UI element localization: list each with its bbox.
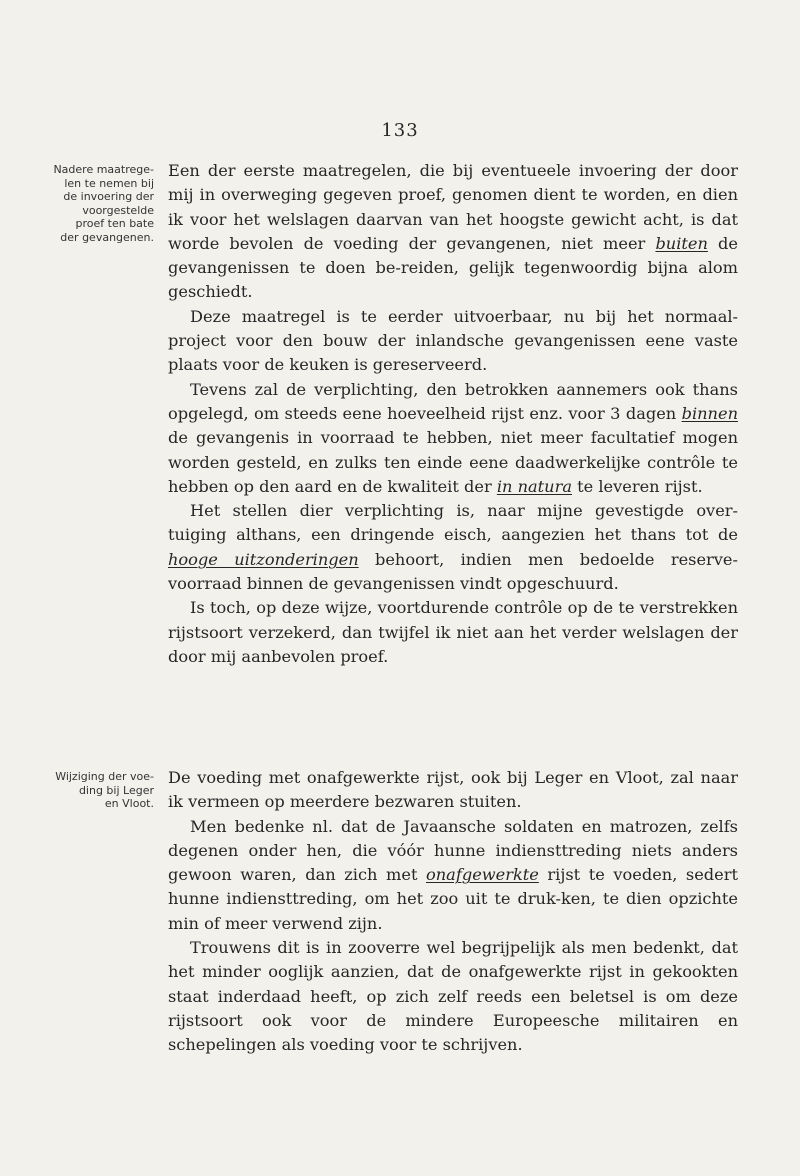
text-run: Deze maatregel is te eerder uitvoerbaar, nu bij het normaal-project voor den bouw der inlandsche gevangenissen eene vaste plaats voor de keuken is gereserveerd. [168, 306, 738, 375]
italic-text: hooge uitzonderingen [168, 549, 359, 569]
italic-text: in natura [496, 476, 572, 496]
text-run: Men bedenke nl. dat de Javaansche soldaten en matrozen, zelfs degenen onder hen, die vóór hunne indiensttreding niets anders gewoon waren, dan zich met [168, 816, 738, 885]
margin-note-line: len te nemen bij [64, 176, 154, 190]
margin-note-1 [20, 163, 154, 244]
margin-note-line: Wijziging der voe- [55, 770, 154, 783]
section-2-text [168, 766, 738, 1058]
text-run: Trouwens dit is in zooverre wel begrijpelijk als men bedenkt, dat het minder ooglijk aanzien, dat de onafgewerkte rijst in gekookten staat inderdaad heeft, op zich zelf reeds een beletsel is om deze rijstsoort ook voor de mindere Europeesche militairen en schepelingen als voeding voor te schrijven. [168, 938, 738, 1055]
italic-text: buiten [655, 233, 708, 253]
text-run: rijst te voeden, sedert hunne indiensttreding, om het zoo uit te druk-ken, te dien opzichte min of meer verwend zijn. [168, 865, 738, 933]
paragraph [168, 815, 738, 936]
text-run: Tevens zal de verplichting, den betrokken aannemers ook thans opgelegd, om steeds eene hoeveelheid rijst enz. voor 3 dagen [168, 379, 738, 423]
margin-note-line: proef ten bate [75, 217, 154, 230]
text-run: Is toch, op deze wijze, voortdurende contrôle op de te verstrekken rijstsoort verzekerd, dan twijfel ik niet aan het verder welslagen der door mij aanbevolen proef. [168, 598, 738, 666]
paragraph [168, 159, 738, 305]
margin-note-line: Nadere maatrege- [53, 163, 154, 176]
margin-note-line: der gevangenen. [60, 230, 154, 244]
paragraph [168, 499, 738, 596]
section-1-text [168, 159, 738, 669]
text-run: Een der eerste maatregelen, die bij eventueele invoering der door mij in overweging gegeven proef, genomen dient te worden, en dien ik voor het welslagen daarvan van het hoogste gewicht acht, is dat worde bevolen de voeding der gevangenen, niet meer [168, 161, 738, 253]
text-run: de gevangenis in voorraad te hebben, niet meer facultatief mogen worden gesteld, en zulks ten einde eene daadwerkelijke contrôle te hebben op den aard en de kwaliteit der [168, 428, 738, 496]
text-run: te leveren rijst. [572, 476, 703, 496]
text-run: de gevangenissen te doen be-reiden, gelijk tegenwoordig bijna alom geschiedt. [168, 233, 739, 302]
margin-note-line: en Vloot. [104, 797, 154, 810]
paragraph [168, 936, 738, 1057]
page-number: 133 [381, 120, 419, 141]
margin-note-line: ding bij Leger [78, 783, 154, 797]
italic-text: binnen [681, 403, 738, 423]
paragraph [168, 766, 738, 815]
text-run: behoort, indien men bedoelde reserve-voorraad binnen de gevangenissen vindt opgeschuurd. [168, 549, 738, 594]
margin-note-2 [20, 770, 154, 811]
paragraph [168, 596, 738, 669]
text-run: Het stellen dier verplichting is, naar mijne gevestigde over-tuiging althans, een dringende eisch, aangezien het thans tot de [168, 501, 738, 545]
paragraph [168, 378, 738, 499]
margin-note-line: voorgestelde [82, 203, 154, 217]
italic-text: onafgewerkte [426, 865, 539, 885]
margin-note-line: de invoering der [63, 190, 154, 203]
text-run: De voeding met onafgewerkte rijst, ook bij Leger en Vloot, zal naar ik vermeen op meerdere bezwaren stuiten. [168, 768, 738, 812]
paragraph [168, 305, 738, 378]
